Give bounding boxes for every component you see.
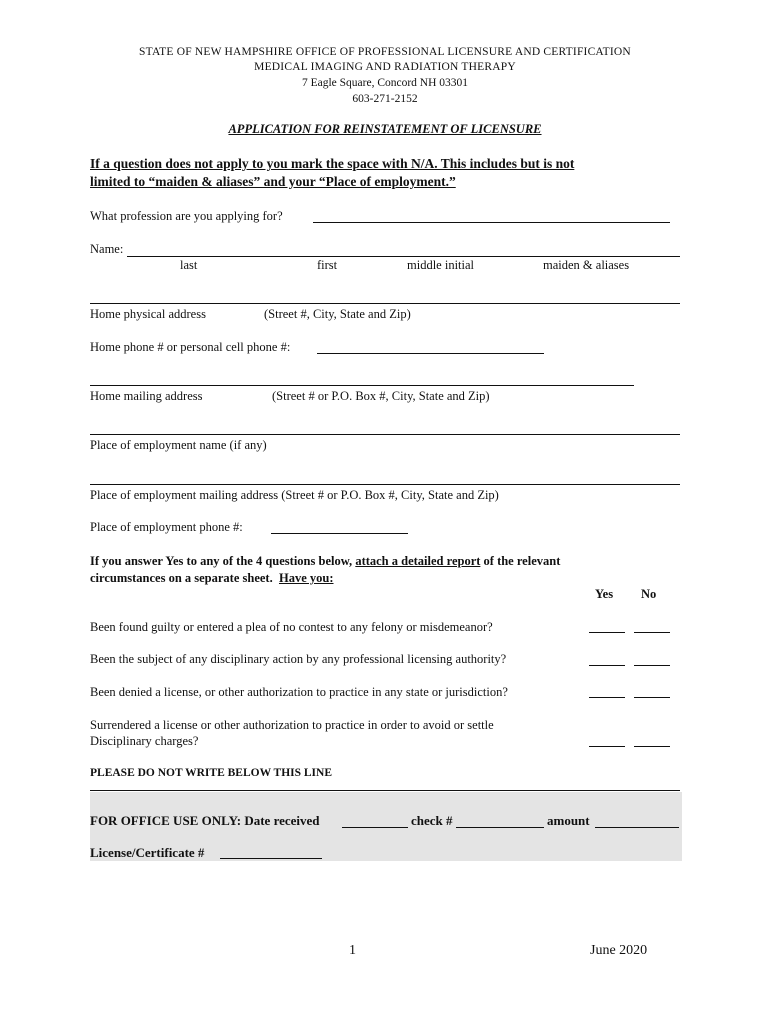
employer-name-label: Place of employment name (if any) (90, 438, 267, 452)
page-number: 1 (349, 943, 356, 958)
question-4-line1: Surrendered a license or other authorization to practice in order to avoid or settle (90, 718, 494, 732)
q2-yes-blank[interactable] (589, 665, 625, 666)
check-number-field[interactable] (456, 827, 544, 828)
name-part-middle: middle initial (407, 258, 475, 272)
amount-field[interactable] (595, 827, 679, 828)
name-part-first: first (317, 258, 338, 272)
questions-intro-tail: of the relevant (480, 554, 561, 568)
q4-yes-blank[interactable] (589, 746, 625, 747)
question-1: Been found guilty or entered a plea of no contest to any felony or misdemeanor? (90, 620, 493, 634)
profession-field[interactable] (313, 222, 670, 223)
employer-address-label: Place of employment mailing address (Street # or P.O. Box #, City, State and Zip) (90, 488, 499, 502)
name-label: Name: (90, 242, 124, 256)
no-column-header: No (641, 587, 657, 601)
home-address-label: Home physical address (90, 307, 206, 321)
agency-address: 7 Eagle Square, Concord NH 03301 (301, 77, 469, 89)
name-part-last: last (180, 258, 198, 272)
do-not-write-warning: PLEASE DO NOT WRITE BELOW THIS LINE (90, 767, 333, 779)
date-received-label: FOR OFFICE USE ONLY: Date received (90, 813, 320, 828)
questions-intro-text: If you answer Yes to any of the 4 questions below, (90, 554, 356, 568)
date-received-field[interactable] (342, 827, 408, 828)
name-field[interactable] (127, 256, 680, 257)
agency-title: STATE OF NEW HAMPSHIRE OFFICE OF PROFESSIONAL LICENSURE AND CERTIFICATION (139, 46, 631, 58)
employer-phone-field[interactable] (271, 533, 408, 534)
name-part-maiden: maiden & aliases (543, 258, 630, 272)
home-phone-label: Home phone # or personal cell phone #: (90, 340, 291, 354)
q1-no-blank[interactable] (634, 632, 670, 633)
question-4-line2: Disciplinary charges? (90, 734, 199, 748)
check-label: check # (411, 813, 453, 828)
home-address-hint: (Street #, City, State and Zip) (264, 307, 411, 321)
q4-no-blank[interactable] (634, 746, 670, 747)
q3-no-blank[interactable] (634, 697, 670, 698)
home-phone-field[interactable] (317, 353, 544, 354)
questions-intro-line2-text: circumstances on a separate sheet. (90, 571, 279, 585)
yes-column-header: Yes (595, 587, 614, 601)
question-2: Been the subject of any disciplinary action by any professional licensing authority? (90, 652, 507, 666)
mailing-address-field[interactable] (90, 385, 634, 386)
mailing-address-label: Home mailing address (90, 389, 203, 403)
amount-label: amount (547, 813, 590, 828)
employer-phone-label: Place of employment phone #: (90, 520, 243, 534)
q3-yes-blank[interactable] (589, 697, 625, 698)
board-title: MEDICAL IMAGING AND RADIATION THERAPY (254, 61, 516, 73)
question-3: Been denied a license, or other authorization to practice in any state or jurisdiction? (90, 685, 508, 699)
questions-intro-emphasis: attach a detailed report (355, 554, 481, 568)
revision-date: June 2020 (590, 943, 648, 958)
profession-label: What profession are you applying for? (90, 209, 283, 223)
q2-no-blank[interactable] (634, 665, 670, 666)
mailing-address-hint: (Street # or P.O. Box #, City, State and Zip) (272, 389, 490, 403)
office-divider (90, 790, 680, 791)
employer-address-field[interactable] (90, 484, 680, 485)
license-number-field[interactable] (220, 858, 322, 859)
notice-line2: limited to “maiden & aliases” and your “Place of employment.” (90, 174, 456, 189)
home-address-field[interactable] (90, 303, 680, 304)
employer-name-field[interactable] (90, 434, 680, 435)
license-number-label: License/Certificate # (90, 845, 205, 860)
questions-intro (90, 554, 560, 569)
questions-intro-line2 (90, 571, 334, 586)
have-you-label: Have you: (278, 571, 334, 585)
form-title: APPLICATION FOR REINSTATEMENT OF LICENSURE (228, 122, 542, 136)
agency-phone: 603-271-2152 (352, 93, 418, 105)
q1-yes-blank[interactable] (589, 632, 625, 633)
notice-line1: If a question does not apply to you mark the space with N/A. This includes but is not (90, 156, 575, 171)
